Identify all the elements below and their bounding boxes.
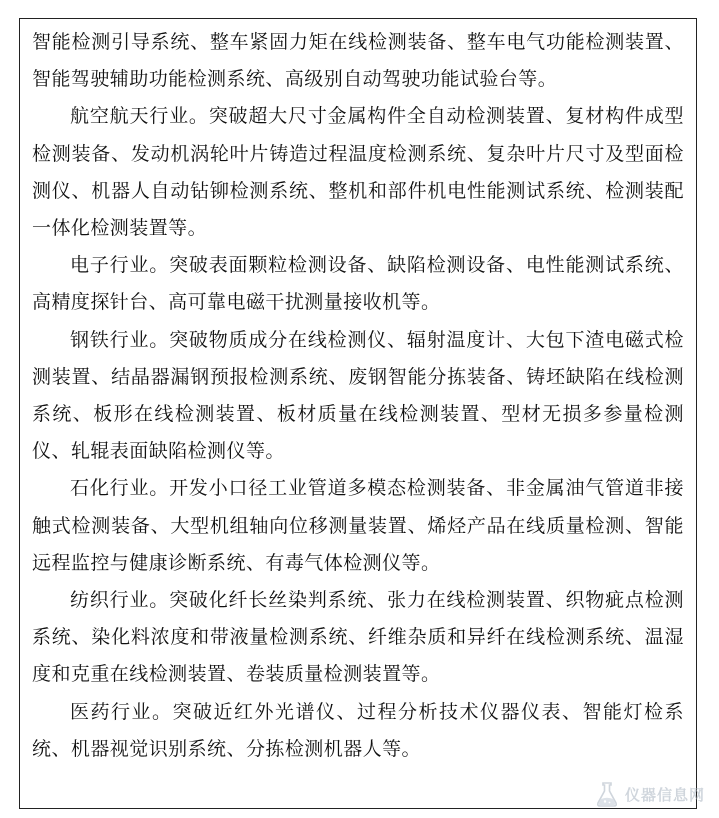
paragraph-automotive-continued: 智能检测引导系统、整车紧固力矩在线检测装备、整车电气功能检测装置、智能驾驶辅助功能检测系统、高级别自动驾驶功能试验台等。 [32, 31, 684, 91]
document-body [32, 24, 684, 768]
paragraph-steel: 钢铁行业。突破物质成分在线检测仪、辐射温度计、大包下渣电磁式检测装置、结晶器漏钢预报检测系统、废钢智能分拣装备、铸坯缺陷在线检测系统、板形在线检测装置、板材质量在线检测装置、型材无损多参量检测仪、轧辊表面缺陷检测仪等。 [32, 328, 684, 463]
paragraph-textile: 纺织行业。突破化纤长丝染判系统、张力在线检测装置、织物疵点检测系统、染化料浓度和带液量检测系统、纤维杂质和异纤在线检测系统、温湿度和克重在线检测装置、卷装质量检测装置等。 [32, 589, 684, 686]
paragraph-petrochemical: 石化行业。开发小口径工业管道多模态检测装备、非金属油气管道非接触式检测装备、大型机组轴向位移测量装置、烯烃产品在线质量检测、智能远程监控与健康诊断系统、有毒气体检测仪等。 [32, 477, 684, 574]
paragraph-pharmaceutical: 医药行业。突破近红外光谱仪、过程分析技术仪器仪表、智能灯检系统、机器视觉识别系统、分拣检测机器人等。 [32, 700, 684, 760]
watermark-text: 仪器信息网 [624, 785, 705, 804]
watermark [593, 780, 705, 808]
flask-logo-icon [593, 780, 621, 808]
paragraph-electronics: 电子行业。突破表面颗粒检测设备、缺陷检测设备、电性能测试系统、高精度探针台、高可靠电磁干扰测量接收机等。 [32, 254, 684, 314]
paragraph-aerospace: 航空航天行业。突破超大尺寸金属构件全自动检测装置、复材构件成型检测装备、发动机涡轮叶片铸造过程温度检测系统、复杂叶片尺寸及型面检测仪、机器人自动钻铆检测系统、整机和部件机电性能测试系统、检测装配一体化检测装置等。 [32, 105, 684, 240]
